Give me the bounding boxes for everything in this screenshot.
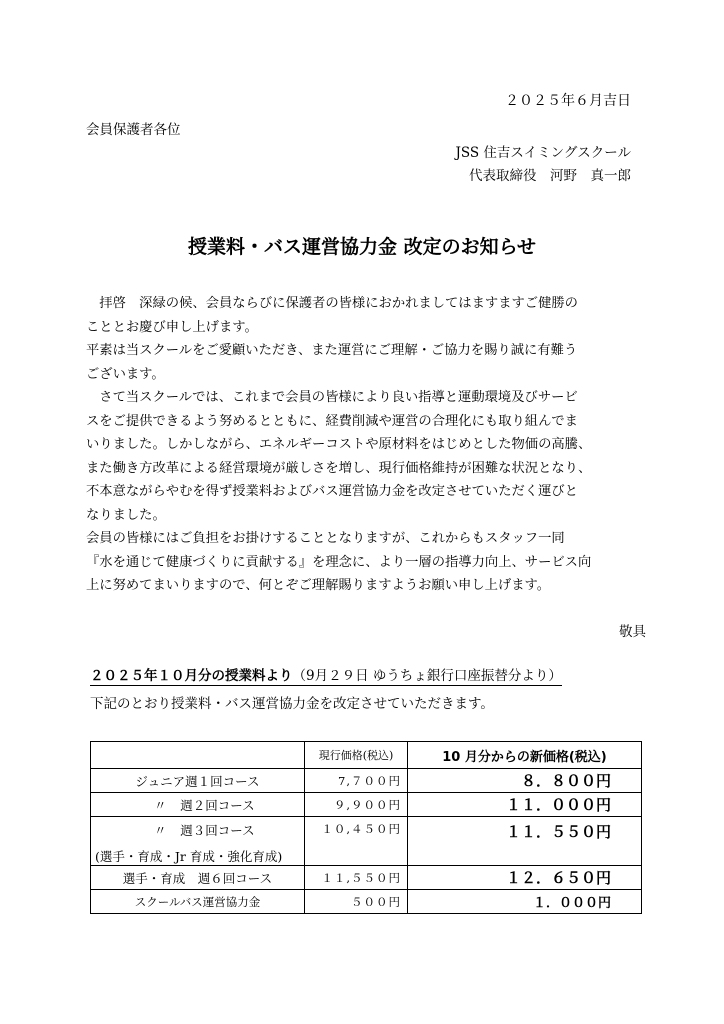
course-name-cell [91, 817, 305, 866]
body-line: 上に努めてまいりますので、何とぞご理解賜りますようお願い申し上げます。 [86, 578, 551, 593]
body-line: 会員の皆様にはご負担をお掛けすることとなりますが、これからもスタッフ一同 [86, 531, 565, 546]
current-price: １０,４５０円 [305, 817, 408, 866]
current-price: ５００円 [305, 890, 408, 914]
sender-representative: 代表取締役 河野 真一郎 [469, 168, 631, 184]
effective-date-bold: ２０２５年１０月分の授業料より [90, 668, 293, 684]
ditto-mark: 〃 [154, 797, 167, 813]
table-row [91, 793, 642, 817]
closing-phrase: 敬具 [619, 624, 646, 640]
table-row [91, 890, 642, 914]
body-line: なりました。 [86, 507, 166, 523]
body-line: こととお慶び申し上げます。 [86, 319, 258, 335]
table-header-row [91, 742, 642, 769]
header-current-price: 現行価格(税込) [305, 742, 408, 769]
new-price: ８．８００円 [408, 769, 642, 793]
new-price: １２．６５０円 [408, 866, 642, 890]
body-line: また働き方改革による経営環境が厳しさを増し、現行価格維持が困難な状況となり、 [86, 460, 592, 476]
sender-organization: JSS 住吉スイミングスクール [455, 145, 631, 161]
revision-note: 下記のとおり授業料・バス運営協力金を改定させていただきます。 [90, 696, 494, 712]
course-name: スクールバス運営協力金 [91, 890, 305, 914]
body-line: いりました。しかしながら、エネルギーコストや原材料をはじめとした物価の高騰、 [86, 437, 592, 452]
body-line: 『水を通じて健康づくりに貢献する』を理念に、より一層の指導力向上、サービス向 [86, 554, 592, 570]
document-date: ２０２５年６月吉日 [505, 93, 631, 109]
body-line: 不本意ながらやむを得ず授業料およびバス運営協力金を改定させていただく運びと [86, 484, 578, 499]
course-name: 選手・育成 週６回コース [91, 866, 305, 890]
body-line: スをご提供できるよう努めるとともに、経費削減や運営の合理化にも取り組んでま [86, 413, 578, 429]
ditto-mark: 〃 [154, 823, 167, 838]
document-title: 授業料・バス運営協力金 改定のお知らせ [187, 236, 537, 258]
table-row [91, 817, 642, 866]
course-name: 週２回コース [180, 797, 255, 813]
letter-body [86, 292, 646, 598]
course-name-cell [91, 793, 305, 817]
new-price: １．０００円 [408, 890, 642, 914]
body-line: 平素は当スクールをご愛顧いただき、また運営にご理解・ご協力を賜り誠に有難う [86, 343, 578, 358]
course-name: ジュニア週１回コース [91, 769, 305, 793]
price-table [90, 741, 642, 914]
current-price: ９,９００円 [305, 793, 408, 817]
new-price: １１．０００円 [408, 793, 642, 817]
table-row [91, 866, 642, 890]
effective-date-heading [90, 664, 562, 686]
course-name: 週３回コース [180, 823, 255, 838]
recipient: 会員保護者各位 [86, 122, 181, 138]
body-line: さて当スクールでは、これまで会員の皆様により良い指導と運動環境及びサービ [99, 390, 578, 405]
body-line: ございます。 [86, 366, 165, 382]
body-line: 拝啓 深緑の候、会員ならびに保護者の皆様におかれましてはますますご健勝の [99, 296, 578, 311]
header-new-price: 10 月分からの新価格(税込) [408, 742, 642, 769]
effective-date-detail: （9月２９日 ゆうちょ銀行口座振替分より） [292, 668, 562, 684]
course-eligibility: (選手・育成・Jr 育成・強化育成) [95, 849, 283, 864]
current-price: 7,７００円 [305, 769, 408, 793]
table-row [91, 769, 642, 793]
header-course [91, 742, 305, 769]
current-price: １１,５５０円 [305, 866, 408, 890]
new-price: １１．５５０円 [408, 817, 642, 866]
